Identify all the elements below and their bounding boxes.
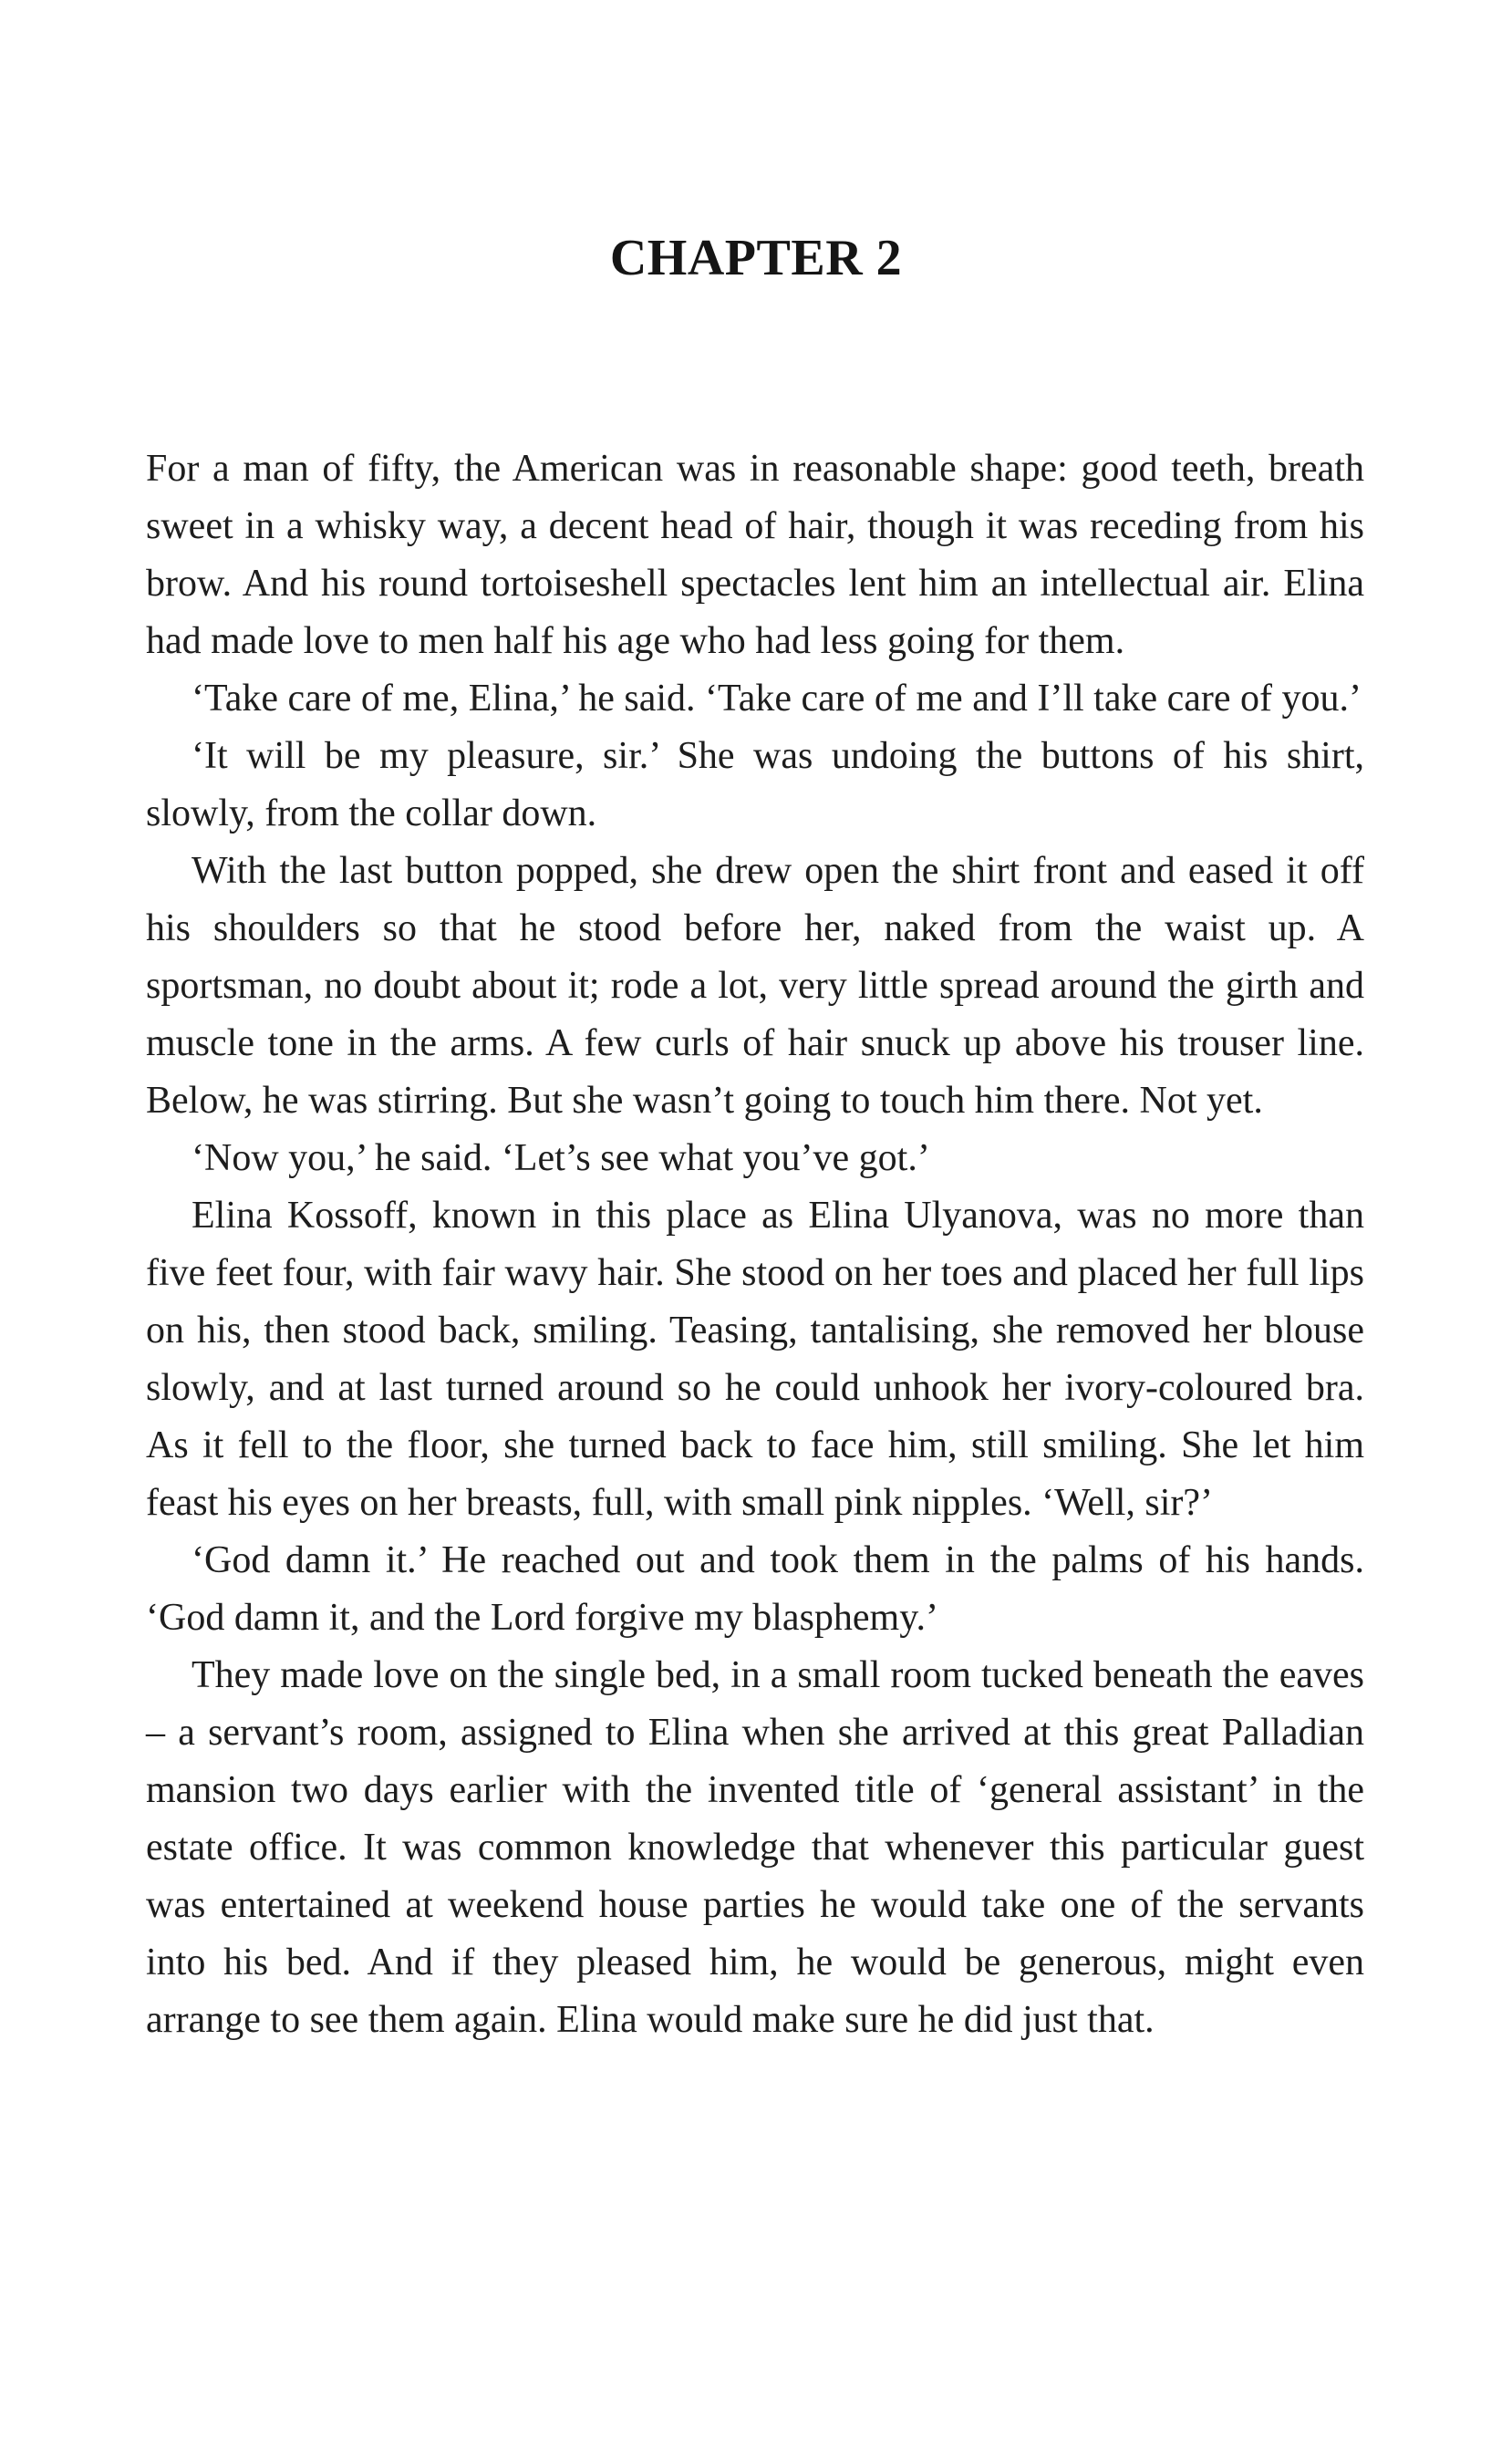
paragraph-4: With the last button popped, she drew open the shirt front and eased it off his shoulders so that he stood before her, naked from the waist up. A sportsman, no doubt about it; rode a lot, very little spread around the girth and muscle tone in the arms. A few curls of hair snuck up above his trouser line. Below, he was stirring. But she wasn’t going to touch him there. Not yet. [146, 850, 1364, 1122]
paragraph-6: Elina Kossoff, known in this place as Elina Ulyanova, was no more than five feet four, with fair wavy hair. She stood on her toes and placed her full lips on his, then stood back, smiling. Teasing, tantalising, she removed her blouse slowly, and at last turned around so he could unhook her ivory-coloured bra. As it fell to the floor, she turned back to face him, still smiling. She let him feast his eyes on her breasts, full, with small pink nipples. ‘Well, sir?’ [146, 1195, 1364, 1524]
paragraph-3: ‘It will be my pleasure, sir.’ She was undoing the buttons of his shirt, slowly, from the collar down. [146, 735, 1364, 834]
paragraph-7: ‘God damn it.’ He reached out and took them in the palms of his hands. ‘God damn it, and the Lord forgive my blasphemy.’ [146, 1539, 1364, 1639]
chapter-title: CHAPTER 2 [609, 230, 903, 286]
paragraph-1: For a man of fifty, the American was in reasonable shape: good teeth, breath sweet in a whisky way, a decent head of hair, though it was receding from his brow. And his round tortoiseshell spectacles lent him an intellectual air. Elina had made love to men half his age who had less going for them. [146, 448, 1364, 662]
paragraph-2: ‘Take care of me, Elina,’ he said. ‘Take care of me and I’ll take care of you.’ [192, 678, 1362, 720]
paragraph-8: They made love on the single bed, in a small room tucked beneath the eaves – a servant’s room, assigned to Elina when she arrived at this great Palladian mansion two days earlier with the invented title of ‘general assistant’ in the estate office. It was common knowledge that whenever this particular guest was entertained at weekend house parties he would take one of the servants into his bed. And if they pleased him, he would be generous, might even arrange to see them again. Elina would make sure he did just that. [146, 1654, 1364, 2041]
paragraph-5: ‘Now you,’ he said. ‘Let’s see what you’ve got.’ [192, 1137, 930, 1179]
chapter-body [146, 440, 1364, 2049]
